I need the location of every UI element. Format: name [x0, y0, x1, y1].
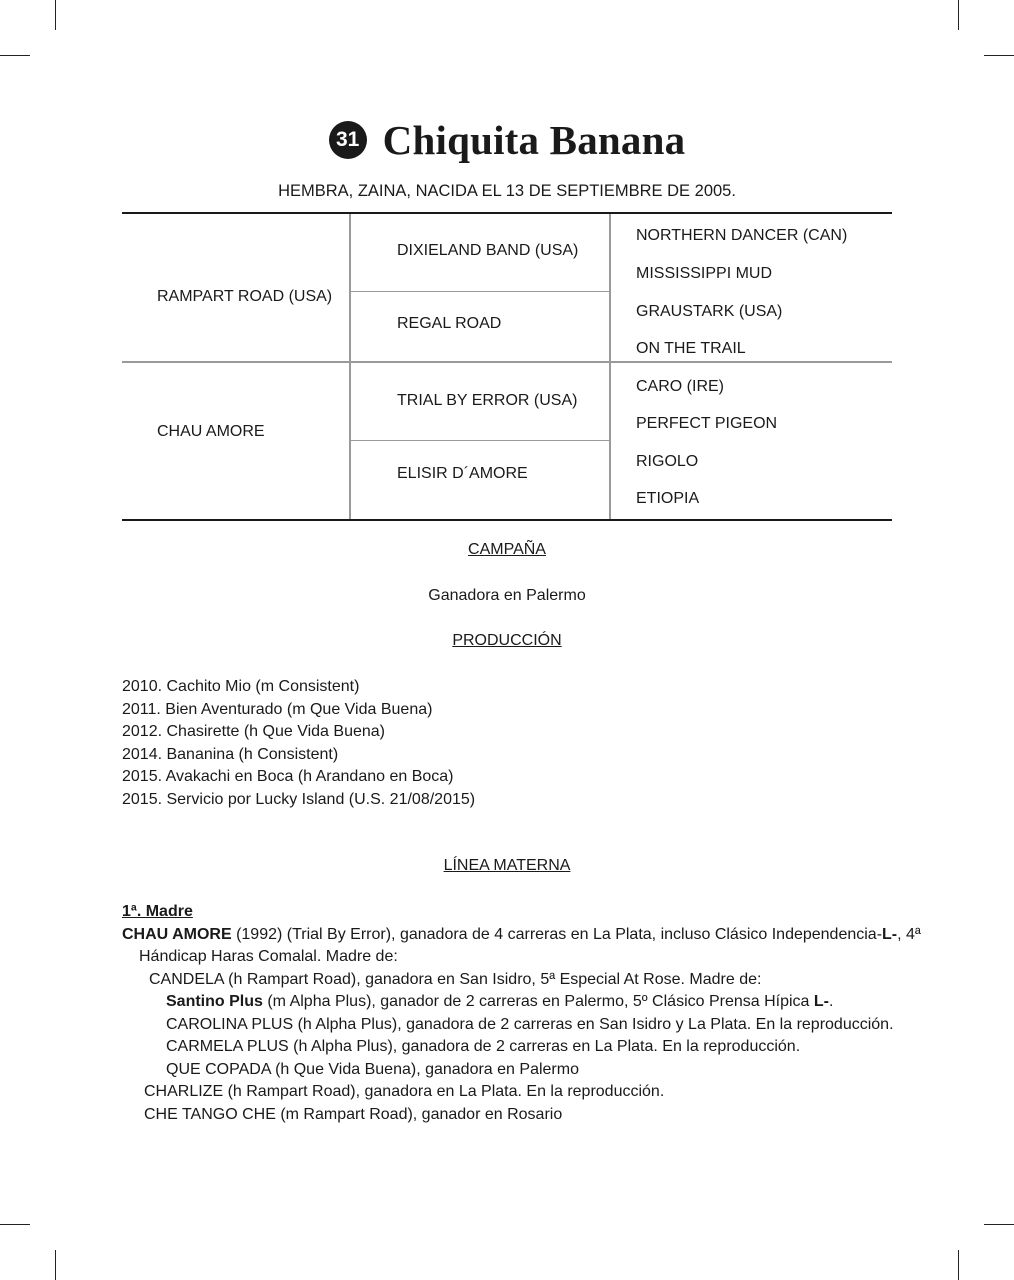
- crop-mark: [958, 0, 959, 30]
- pedigree-divider: [609, 214, 611, 519]
- crop-mark: [984, 55, 1014, 56]
- crop-mark: [55, 0, 56, 30]
- pedigree-dam-sire: TRIAL BY ERROR (USA): [397, 392, 578, 409]
- pedigree-divider: [351, 291, 609, 292]
- list-item: 2011. Bien Aventurado (m Que Vida Buena): [122, 700, 433, 718]
- crop-mark: [0, 55, 30, 56]
- campaign-heading: CAMPAÑA: [468, 541, 546, 558]
- pedigree-great-grandparent: GRAUSTARK (USA): [636, 303, 783, 320]
- pedigree-great-grandparent: PERFECT PIGEON: [636, 415, 778, 432]
- dam-text: , 4ª: [897, 925, 921, 943]
- crop-mark: [0, 1224, 30, 1225]
- pedigree-divider: [351, 440, 609, 441]
- dam-grade: L-: [882, 925, 898, 943]
- offspring-entry: CHE TANGO CHE (m Rampart Road), ganador en Rosario: [144, 1105, 563, 1123]
- list-item: 2015. Servicio por Lucky Island (U.S. 21/08/2015): [122, 790, 476, 808]
- offspring-name: Santino Plus: [166, 993, 263, 1010]
- crop-mark: [984, 1224, 1014, 1225]
- offspring-text: .: [829, 993, 834, 1010]
- maternal-line-section: [122, 901, 921, 1126]
- pedigree-great-grandparent: RIGOLO: [636, 453, 699, 470]
- horse-description: HEMBRA, ZAINA, NACIDA EL 13 DE SEPTIEMBRE DE 2005.: [278, 182, 736, 200]
- grand-offspring-entry: [122, 991, 902, 1014]
- list-item: 2012. Chasirette (h Que Vida Buena): [122, 723, 385, 740]
- offspring-entry: CHARLIZE (h Rampart Road), ganadora en La Plata. En la reproducción.: [144, 1083, 665, 1100]
- pedigree-dam-dam: ELISIR D´AMORE: [397, 465, 528, 482]
- production-heading: PRODUCCIÓN: [452, 632, 562, 649]
- pedigree-divider: [349, 214, 351, 519]
- pedigree-bottom-rule: [122, 519, 892, 521]
- pedigree-top-rule: [122, 212, 892, 214]
- grand-offspring-entry: CARMELA PLUS (h Alpha Plus), ganadora de 2 carreras en La Plata. En la reproducción.: [166, 1038, 801, 1055]
- list-item: 2015. Avakachi en Boca (h Arandano en Boca): [122, 768, 454, 785]
- pedigree-table: [122, 212, 892, 521]
- maternal-line-heading: LÍNEA MATERNA: [443, 857, 571, 874]
- dam-entry-continued: Hándicap Haras Comalal. Madre de:: [139, 948, 398, 965]
- first-dam-heading: 1ª. Madre: [122, 903, 193, 920]
- campaign-text: Ganadora en Palermo: [428, 587, 586, 604]
- pedigree-sire: RAMPART ROAD (USA): [157, 288, 333, 305]
- production-list: [122, 676, 475, 811]
- page-title: [0, 116, 1014, 164]
- pedigree-great-grandparent: NORTHERN DANCER (CAN): [636, 227, 848, 244]
- offspring-text: (m Alpha Plus), ganador de 2 carreras en Palermo, 5º Clásico Prensa Hípica: [262, 993, 814, 1010]
- grand-offspring-entry: QUE COPADA (h Que Vida Buena), ganadora en Palermo: [166, 1060, 579, 1078]
- dam-text: (1992) (Trial By Error), ganadora de 4 carreras en La Plata, incluso Clásico Independencia-: [231, 925, 883, 943]
- pedigree-dam: CHAU AMORE: [157, 423, 265, 440]
- offspring-entry: CANDELA (h Rampart Road), ganadora en San Isidro, 5ª Especial At Rose. Madre de:: [149, 970, 762, 988]
- horse-name: Chiquita Banana: [382, 117, 686, 163]
- dam-name: CHAU AMORE: [122, 925, 232, 943]
- dam-entry: [122, 924, 921, 947]
- pedigree-great-grandparent: ON THE TRAIL: [636, 340, 746, 357]
- pedigree-great-grandparent: ETIOPIA: [636, 490, 700, 507]
- pedigree-sire-dam: REGAL ROAD: [397, 315, 502, 332]
- crop-mark: [55, 1250, 56, 1280]
- grand-offspring-entry: CAROLINA PLUS (h Alpha Plus), ganadora de 2 carreras en San Isidro y La Plata. En la reproducción.: [166, 1015, 894, 1033]
- pedigree-divider: [122, 361, 892, 363]
- pedigree-sire-sire: DIXIELAND BAND (USA): [397, 242, 579, 259]
- crop-mark: [958, 1250, 959, 1280]
- list-item: 2010. Cachito Mio (m Consistent): [122, 678, 360, 695]
- list-item: 2014. Bananina (h Consistent): [122, 745, 339, 763]
- pedigree-great-grandparent: MISSISSIPPI MUD: [636, 265, 773, 282]
- lot-number-badge: 31: [329, 121, 367, 159]
- pedigree-great-grandparent: CARO (IRE): [636, 378, 724, 395]
- offspring-grade: L-: [813, 993, 830, 1010]
